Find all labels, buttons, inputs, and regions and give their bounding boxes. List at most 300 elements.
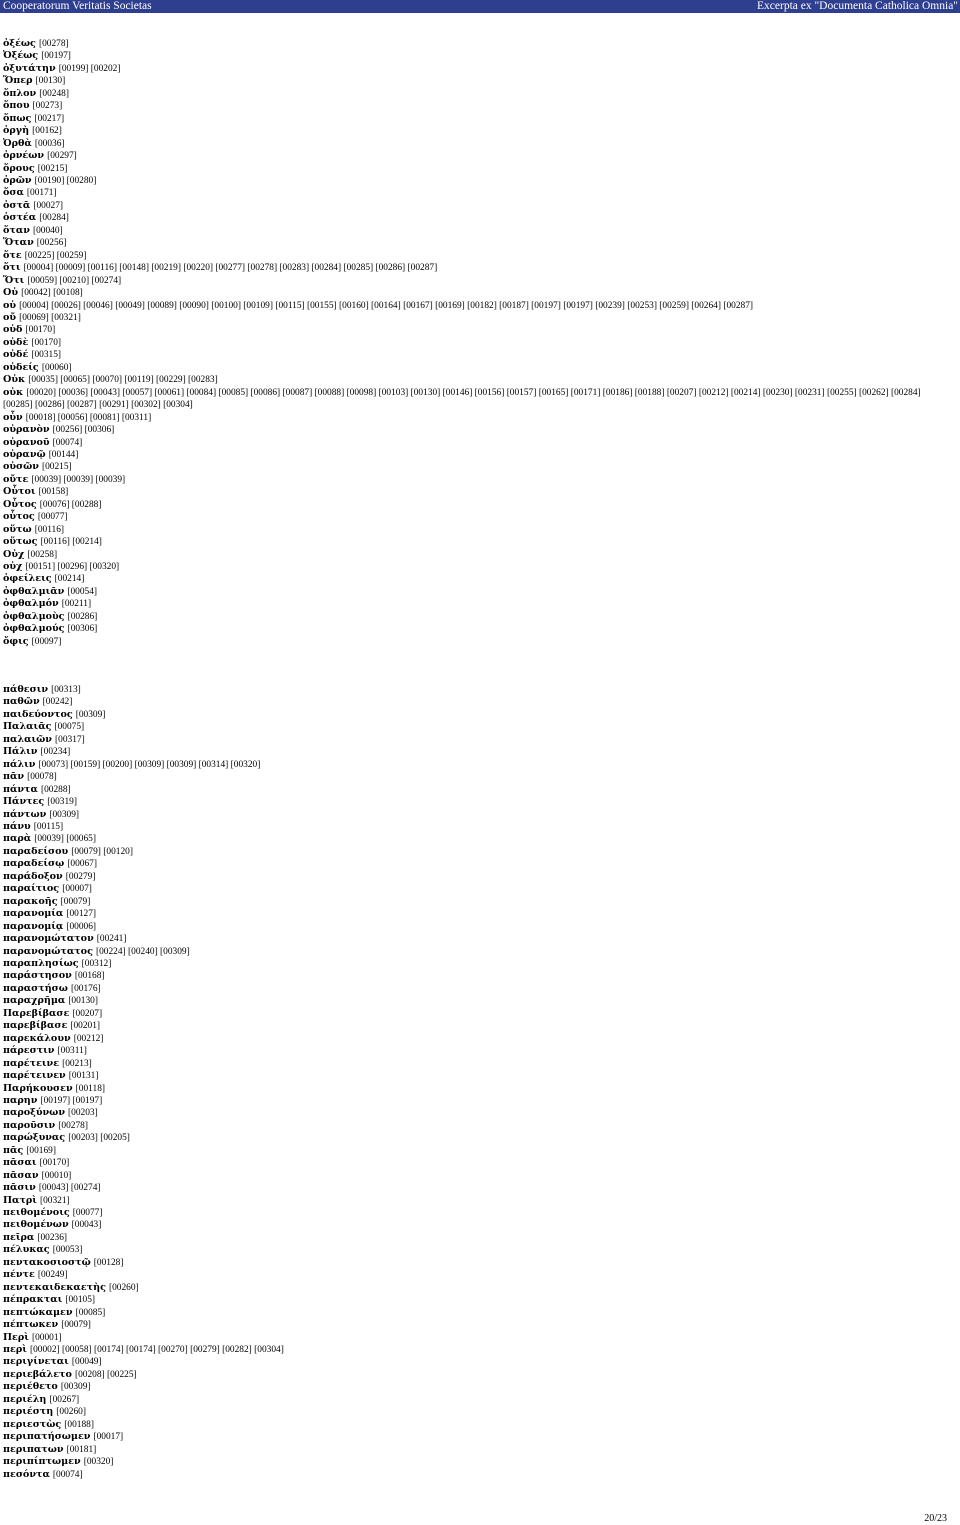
index-references: [00002] [00058] [00174] [00174] [00270] [00279] [00282] [00304]	[29, 1345, 284, 1356]
index-term: ὀφείλεις	[3, 573, 52, 585]
index-term: πᾶν	[3, 771, 25, 783]
index-term: παλαιῶν	[3, 733, 52, 745]
index-term: Οὐχ	[3, 548, 25, 560]
index-references: [00017]	[93, 1432, 124, 1443]
index-term: πέπτωκεν	[3, 1319, 59, 1331]
index-references: [00053]	[52, 1245, 83, 1256]
index-references: [00130]	[68, 996, 98, 1007]
index-entry	[3, 75, 943, 87]
index-term: πεντεκαιδεκαετὴς	[3, 1281, 106, 1293]
index-entry	[3, 113, 943, 125]
index-entry	[3, 1319, 284, 1331]
index-entry	[3, 1107, 284, 1119]
index-entry	[3, 324, 943, 336]
index-term: ὅτε	[3, 249, 22, 261]
index-references: [00208] [00225]	[74, 1369, 137, 1380]
index-entry	[3, 1045, 284, 1057]
index-references: [00176]	[70, 983, 101, 994]
index-entry	[3, 312, 943, 324]
index-references: [00199] [00202]	[58, 63, 121, 74]
index-references: [00297]	[47, 151, 77, 162]
index-term: Πάντες	[3, 796, 45, 808]
index-entry	[3, 598, 943, 610]
header-left-title: Cooperatorum Veritatis Societas	[3, 0, 152, 12]
index-entry	[3, 709, 284, 721]
index-term: περιέθετο	[3, 1381, 58, 1393]
index-term: ὀργὴ	[3, 125, 30, 137]
page-number: 20/23	[924, 1513, 947, 1524]
index-references: [00224] [00240] [00309]	[95, 946, 190, 957]
index-references: [00181]	[66, 1444, 97, 1455]
index-references: [00127]	[66, 909, 97, 920]
index-term: πεντακοσιοστῷ	[3, 1256, 91, 1268]
index-references: [00207]	[72, 1008, 103, 1019]
index-term: παρακοῆς	[3, 895, 58, 907]
index-entry	[3, 1369, 284, 1381]
index-term: πεσόντα	[3, 1468, 50, 1480]
index-entry	[3, 163, 943, 175]
index-term: περιπίπτωμεν	[3, 1456, 81, 1468]
index-term: πάρεστιν	[3, 1045, 55, 1057]
index-references: [00311]	[57, 1046, 87, 1057]
index-entry	[3, 623, 943, 635]
index-term: οὔ	[3, 311, 17, 323]
index-entry	[3, 1195, 284, 1207]
index-references: [00077]	[72, 1208, 103, 1219]
index-references: [00258]	[27, 549, 58, 560]
index-references: [00171]	[26, 188, 57, 199]
index-entry	[3, 524, 943, 536]
index-entry	[3, 287, 943, 299]
index-references: [00312]	[81, 958, 112, 969]
index-term: παρανομώτατον	[3, 933, 94, 945]
index-references: [00317]	[55, 734, 85, 745]
index-entry	[3, 38, 943, 50]
index-term: οὐχ	[3, 561, 23, 573]
index-term: ὀφθαλμιᾶν	[3, 585, 65, 597]
index-references: [00170]	[39, 1158, 70, 1169]
index-term: ὀξυτάτην	[3, 62, 56, 74]
index-references: [00170]	[25, 325, 56, 336]
index-references: [00079]	[60, 896, 91, 907]
index-term: οὐδέ	[3, 349, 29, 361]
index-references: [00039] [00039] [00039]	[31, 474, 126, 485]
index-entry	[3, 771, 284, 783]
index-term: παιδεύοντος	[3, 708, 73, 720]
index-references: [00007]	[62, 884, 92, 895]
index-entry	[3, 100, 943, 112]
index-references: [00234]	[40, 747, 71, 758]
index-references: [00286]	[67, 611, 98, 622]
index-entry	[3, 412, 943, 424]
index-entry	[3, 449, 943, 461]
index-references: [00203]	[68, 1108, 98, 1119]
index-term: περιγίνεται	[3, 1356, 69, 1368]
index-term: ὅτι	[3, 262, 21, 274]
index-term: παραχρῆμα	[3, 995, 66, 1007]
index-term: περὶ	[3, 1344, 27, 1356]
index-term: Παρεβίβασε	[3, 1007, 70, 1019]
index-references: [00267]	[49, 1394, 80, 1405]
index-entry	[3, 1356, 284, 1368]
index-entry	[3, 958, 284, 970]
index-references: [00190] [00280]	[34, 175, 97, 186]
index-term: παρανομώτατος	[3, 945, 93, 957]
index-term: Οὗτοι	[3, 486, 36, 498]
index-references: [00151] [00296] [00320]	[25, 562, 120, 573]
index-references: [00043]	[71, 1220, 102, 1231]
index-entry	[3, 1269, 284, 1281]
index-term: πειθομένων	[3, 1219, 69, 1231]
index-references: [00278]	[38, 39, 69, 49]
index-term: ὀστᾶ	[3, 199, 31, 211]
index-term: παραστήσω	[3, 982, 68, 994]
index-entry	[3, 349, 943, 361]
index-term: παραπλησίως	[3, 957, 79, 969]
index-references: [00049]	[71, 1357, 102, 1368]
index-entry	[3, 921, 284, 933]
index-term: ὄφις	[3, 635, 29, 647]
index-entry	[3, 1332, 284, 1344]
index-entry	[3, 721, 284, 733]
index-term: παράστησον	[3, 970, 72, 982]
index-references: [00320]	[83, 1457, 114, 1468]
index-term: πέπρακται	[3, 1294, 63, 1306]
index-entry	[3, 1145, 284, 1157]
index-term: οὐρανῷ	[3, 448, 46, 460]
index-entry	[3, 138, 943, 150]
index-references: [00020] [00036] [00043] [00057] [00061] [00084] [00085] [00086] [00087] [00088] [00098] [00103] [00130] [00146] [00156] [00157] [00165] [00171] [00186] [00188] [00207] [00212] [00214] [00230] [00231] [00255] [00262] [00284] [00285] [00286] [00287] [00291] [00302] [00304]	[3, 387, 921, 411]
index-references: [00213]	[62, 1058, 92, 1069]
index-references: [00273]	[32, 101, 63, 112]
index-references: [00035] [00065] [00070] [00119] [00229] [00283]	[28, 375, 218, 386]
index-term: Παρήκουσεν	[3, 1082, 73, 1094]
index-entry	[3, 1207, 284, 1219]
index-term: πάθεσιν	[3, 684, 49, 695]
index-term: παρὰ	[3, 833, 32, 845]
index-term: Ὀξέως	[3, 50, 39, 62]
index-references: [00309]	[75, 709, 106, 720]
index-term: περιπατων	[3, 1443, 64, 1455]
index-entry	[3, 1294, 284, 1306]
index-entry	[3, 1444, 284, 1456]
index-term: οὐ	[3, 299, 17, 311]
index-entry	[3, 784, 284, 796]
index-references: [00188]	[64, 1419, 94, 1430]
index-references: [00085]	[75, 1307, 106, 1318]
index-term: πέλυκας	[3, 1244, 50, 1256]
index-references: [00077]	[37, 512, 68, 523]
index-term: παθῶν	[3, 696, 40, 708]
index-term: ὀστέα	[3, 212, 37, 224]
index-term: παρέτεινε	[3, 1057, 60, 1069]
index-references: [00212]	[73, 1033, 104, 1044]
index-entry	[3, 1394, 284, 1406]
index-references: [00027]	[33, 200, 64, 211]
index-entry	[3, 424, 943, 436]
index-term: ὅσα	[3, 187, 24, 199]
index-term: ὀφθαλμόν	[3, 598, 59, 610]
index-entry	[3, 237, 943, 249]
index-entry	[3, 946, 284, 958]
index-references: [00278]	[58, 1120, 88, 1131]
index-entry	[3, 1020, 284, 1032]
index-references: [00242]	[42, 697, 73, 708]
index-term: πεπτώκαμεν	[3, 1306, 73, 1318]
index-entry	[3, 1182, 284, 1194]
index-term: πᾶσαι	[3, 1157, 37, 1169]
index-references: [00059] [00210] [00274]	[27, 275, 122, 286]
index-references: [00079]	[61, 1320, 91, 1331]
index-entry	[3, 858, 284, 870]
index-term: Ὅτι	[3, 274, 25, 286]
index-references: [00097]	[31, 636, 62, 647]
index-references: [00170]	[31, 337, 62, 348]
index-references: [00130]	[35, 76, 66, 87]
index-term: οὔτε	[3, 473, 29, 485]
index-entry	[3, 809, 284, 821]
index-term: οὕτως	[3, 536, 38, 548]
index-references: [00211]	[61, 599, 92, 610]
index-entry	[3, 63, 943, 75]
index-references: [00319]	[47, 797, 77, 808]
index-term: πάντων	[3, 808, 47, 820]
index-references: [00158]	[38, 487, 69, 498]
index-term: παρανομίᾳ	[3, 920, 64, 932]
index-entry	[3, 1431, 284, 1443]
index-entry	[3, 759, 284, 771]
index-entry	[3, 970, 284, 982]
index-entry	[3, 486, 943, 498]
index-term: οὖν	[3, 411, 23, 423]
index-references: [00040]	[32, 225, 63, 236]
index-term: πεῖρα	[3, 1231, 35, 1243]
index-term: Οὐκ	[3, 374, 26, 386]
index-references: [00001]	[31, 1332, 62, 1343]
index-references: [00260]	[109, 1282, 139, 1293]
index-term: ὅταν	[3, 224, 30, 236]
index-references: [00248]	[39, 88, 69, 99]
index-term: παραδείσου	[3, 845, 69, 857]
index-term: πᾶσιν	[3, 1182, 36, 1194]
index-term: περιέλη	[3, 1393, 47, 1405]
index-entry	[3, 1344, 284, 1356]
index-entry	[3, 821, 284, 833]
index-references: [00116] [00214]	[40, 537, 102, 548]
index-term: Ὀρθὰ	[3, 137, 32, 149]
index-references: [00004] [00009] [00116] [00148] [00219] [00220] [00277] [00278] [00283] [00284] [00285] [00286] [00287]	[23, 263, 438, 274]
index-entry	[3, 88, 943, 100]
index-entry	[3, 1120, 284, 1132]
index-term: Οὗτος	[3, 498, 37, 510]
index-entry	[3, 1157, 284, 1169]
index-entry	[3, 200, 943, 212]
index-entry	[3, 275, 943, 287]
index-entry	[3, 437, 943, 449]
index-references: [00284]	[39, 213, 69, 224]
index-term: παρεκάλουν	[3, 1032, 71, 1044]
index-references: [00217]	[34, 113, 65, 124]
index-term: ὀξέως	[3, 38, 36, 49]
index-term: οὐδὲ	[3, 336, 29, 348]
index-term: οὐδείς	[3, 361, 39, 373]
index-term: περιπατήσωμεν	[3, 1431, 91, 1443]
index-references: [00039] [00065]	[34, 834, 96, 845]
index-entry	[3, 846, 284, 858]
index-term: οὐρανοῦ	[3, 436, 50, 448]
index-term: οὗτος	[3, 511, 35, 523]
index-entry	[3, 536, 943, 548]
index-entry	[3, 461, 943, 473]
index-entry	[3, 262, 943, 274]
index-term: Πατρὶ	[3, 1194, 37, 1206]
index-references: [00018] [00056] [00081] [00311]	[25, 412, 152, 423]
index-section-pi	[3, 684, 284, 1481]
index-term: παρεβίβασε	[3, 1020, 68, 1032]
index-references: [00074]	[52, 1469, 83, 1480]
index-references: [00067]	[67, 859, 97, 870]
index-references: [00006]	[66, 921, 97, 932]
index-entry	[3, 1282, 284, 1294]
index-entry	[3, 511, 943, 523]
index-references: [00315]	[31, 350, 62, 361]
index-entry	[3, 1083, 284, 1095]
index-references: [00075]	[54, 722, 85, 733]
index-term: οὐρανὸν	[3, 424, 50, 436]
index-entry	[3, 50, 943, 62]
index-references: [00074]	[52, 437, 83, 448]
index-entry	[3, 1381, 284, 1393]
index-term: περιεστὼς	[3, 1418, 62, 1430]
index-term: πάνυ	[3, 820, 31, 832]
index-term: πᾶσαν	[3, 1169, 39, 1181]
index-term: οὐσῶν	[3, 461, 39, 473]
index-entry	[3, 684, 284, 696]
index-term: περιεβάλετο	[3, 1368, 72, 1380]
index-references: [00225] [00259]	[24, 250, 87, 261]
index-references: [00169]	[26, 1145, 56, 1156]
index-term: παρέτεινεν	[3, 1070, 66, 1082]
index-references: [00256]	[36, 238, 67, 249]
index-term: ὁρῶν	[3, 174, 32, 186]
index-references: [00309]	[60, 1382, 91, 1393]
index-references: [00309]	[49, 809, 80, 820]
index-references: [00105]	[65, 1295, 96, 1306]
index-references: [00197]	[41, 51, 71, 62]
index-term: Πάλιν	[3, 746, 38, 758]
index-entry	[3, 883, 284, 895]
index-references: [00288]	[40, 784, 71, 795]
index-term: Περὶ	[3, 1331, 29, 1343]
index-references: [00042] [00108]	[21, 288, 83, 299]
index-entry	[3, 549, 943, 561]
index-entry	[3, 187, 943, 199]
index-term: παρην	[3, 1094, 38, 1106]
index-term: πᾶς	[3, 1144, 24, 1156]
index-entry	[3, 611, 943, 623]
index-entry	[3, 871, 284, 883]
index-references: [00078]	[27, 772, 57, 783]
index-entry	[3, 1232, 284, 1244]
index-entry	[3, 696, 284, 708]
index-term: ὅπως	[3, 112, 32, 124]
index-term: περιέστη	[3, 1406, 54, 1418]
index-references: [00256] [00306]	[52, 425, 115, 436]
index-references: [00168]	[74, 971, 105, 982]
index-entry	[3, 896, 284, 908]
index-entry	[3, 337, 943, 349]
index-term: παρώξυνας	[3, 1132, 66, 1144]
index-entry	[3, 1307, 284, 1319]
index-entry	[3, 250, 943, 262]
index-entry	[3, 387, 943, 412]
index-section-omicron	[3, 38, 943, 648]
index-references: [00118]	[75, 1083, 106, 1094]
index-references: [00115]	[33, 821, 64, 832]
index-term: πάντα	[3, 783, 38, 795]
index-entry	[3, 995, 284, 1007]
page-header	[0, 0, 960, 13]
index-term: πάλιν	[3, 758, 36, 770]
index-references: [00241]	[96, 934, 127, 945]
index-references: [00279]	[65, 871, 96, 882]
header-right-title: Excerpta ex "Documenta Catholica Omnia"	[757, 0, 958, 12]
index-entry	[3, 1257, 284, 1269]
index-references: [00144]	[48, 449, 79, 460]
index-references: [00043] [00274]	[38, 1183, 101, 1194]
index-entry	[3, 1095, 284, 1107]
index-entry	[3, 734, 284, 746]
index-references: [00203] [00205]	[68, 1133, 130, 1144]
index-term: οὐκ	[3, 386, 24, 398]
index-entry	[3, 1008, 284, 1020]
index-entry	[3, 983, 284, 995]
index-references: [00060]	[41, 362, 72, 373]
index-term: Οὐ	[3, 287, 19, 299]
index-entry	[3, 499, 943, 511]
index-references: [00321]	[39, 1195, 70, 1206]
index-entry	[3, 586, 943, 598]
index-entry	[3, 1219, 284, 1231]
index-references: [00201]	[70, 1021, 101, 1032]
index-entry	[3, 150, 943, 162]
index-term: ὅρους	[3, 162, 35, 174]
index-entry	[3, 125, 943, 137]
index-entry	[3, 746, 284, 758]
index-entry	[3, 933, 284, 945]
index-references: [00004] [00026] [00046] [00049] [00089] [00090] [00100] [00109] [00115] [00155] [00160] [00164] [00167] [00169] [00182] [00187] [00197] [00197] [00239] [00253] [00259] [00264] [00287]	[19, 300, 754, 311]
index-entry	[3, 1244, 284, 1256]
index-references: [00076] [00288]	[39, 499, 102, 510]
index-entry	[3, 908, 284, 920]
index-references: [00069] [00321]	[19, 312, 81, 323]
index-references: [00036]	[34, 138, 65, 149]
index-entry	[3, 212, 943, 224]
index-term: ὀφθαλμοὺς	[3, 610, 65, 622]
index-entry	[3, 225, 943, 237]
index-entry	[3, 1070, 284, 1082]
index-term: οὐδ	[3, 324, 23, 336]
index-references: [00010]	[41, 1170, 72, 1181]
index-entry	[3, 474, 943, 486]
index-references: [00131]	[68, 1071, 99, 1082]
index-references: [00162]	[32, 126, 62, 137]
index-term: παραίτιος	[3, 883, 60, 895]
index-entry	[3, 1132, 284, 1144]
index-references: [00215]	[41, 462, 72, 473]
index-references: [00197] [00197]	[40, 1095, 103, 1106]
index-entry	[3, 362, 943, 374]
